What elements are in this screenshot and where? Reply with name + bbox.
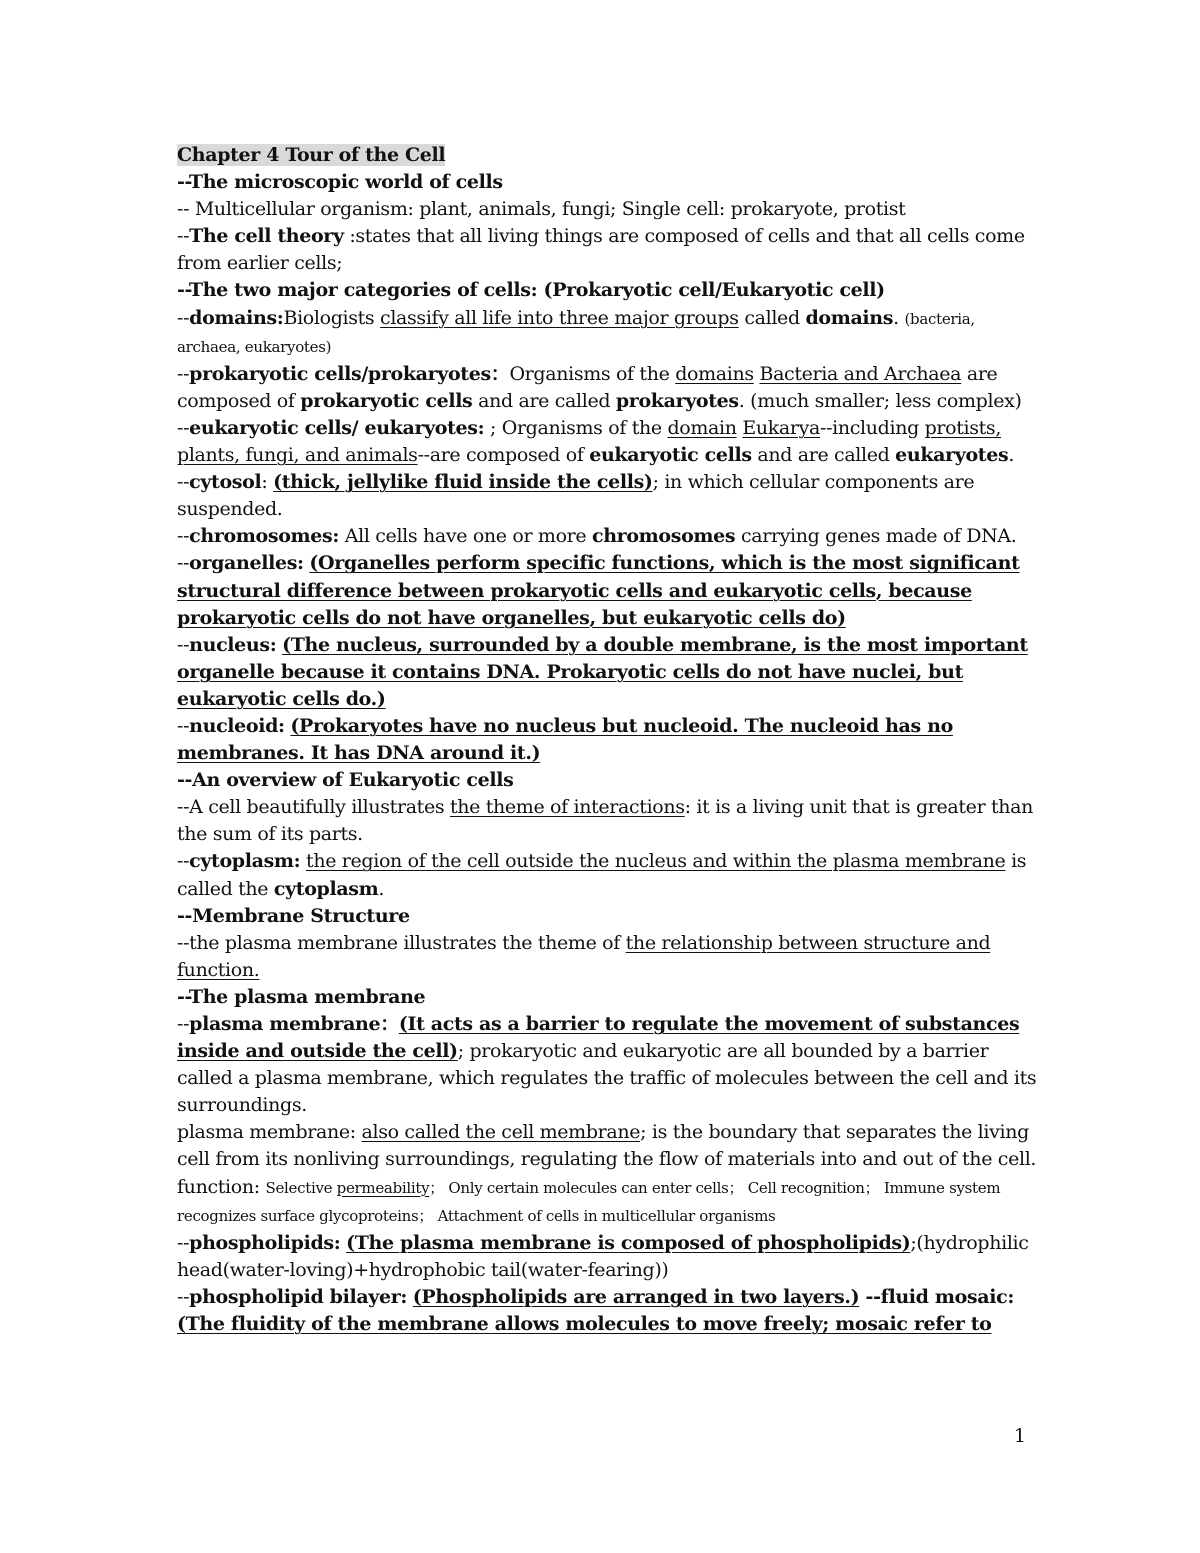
section-heading (177, 169, 1037, 196)
paragraph (177, 1119, 1037, 1229)
text: -- (177, 362, 190, 385)
term: chromosomes: (189, 525, 340, 548)
text: . (much smaller; less complex) (738, 389, 1022, 412)
text: ; prokaryotic and eukaryotic are all bounded by a barrier called a plasma membrane, which regulates the traffic of molecules between the cell and its surroundings. (177, 1040, 1037, 1117)
underlined-text: domain (667, 416, 737, 439)
text: -- (177, 306, 190, 329)
paragraph (177, 1011, 1037, 1119)
paragraph (177, 196, 1037, 223)
term: nucleoid: (189, 714, 285, 737)
term: domains: (189, 306, 284, 329)
text: and are called (472, 389, 616, 412)
underlined-bold-text: (The plasma membrane is composed of phospholipids) (346, 1231, 911, 1254)
notes-body (177, 142, 1037, 1338)
term: organelles: (189, 552, 304, 575)
underlined-text: the region of the cell outside the nucleus and within the plasma membrane (306, 850, 1006, 873)
heading-text: --Membrane Structure (177, 904, 410, 927)
paragraph (177, 632, 1037, 713)
underlined-bold-text: (thick, jellylike fluid inside the cells) (273, 471, 653, 494)
underlined-text: classify all life into three major groups (380, 306, 739, 329)
small-note: (bacteria, archaea, eukaryotes) (177, 309, 975, 356)
term: cytosol (189, 471, 262, 494)
term: chromosomes (591, 525, 736, 548)
term: cytoplasm: (189, 850, 301, 873)
section-heading (177, 984, 1037, 1011)
term: prokaryotic cells (300, 389, 473, 412)
text: -- (177, 525, 190, 548)
small-note: Selective (265, 1178, 337, 1197)
text: -- (177, 225, 190, 248)
text: Organisms of the (509, 362, 676, 385)
text: called (738, 306, 806, 329)
text: -- (177, 1013, 190, 1035)
text: -- (177, 714, 190, 737)
term: fluid mosaic: (880, 1285, 1014, 1308)
chapter-title-line (177, 142, 1037, 169)
underlined-bold-text: (Prokaryotes have no nucleus but nucleoid. The nucleoid has no membranes. It has DNA around it.) (177, 714, 953, 765)
text: ;(hydrophilic head(water-loving)+hydrophobic tail(water-fearing)) (177, 1231, 1029, 1281)
underlined-bold-text: (Phospholipids are arranged in two layers.) (412, 1285, 860, 1308)
term: plasma membrane： (189, 1013, 399, 1035)
text: -- (859, 1285, 881, 1308)
heading-text: --The plasma membrane (177, 985, 426, 1008)
section-heading (177, 277, 1037, 304)
text: -- (177, 1231, 190, 1254)
text: is called the (177, 850, 1027, 900)
text: -- (177, 1285, 190, 1308)
heading-text: --The microscopic world of cells (177, 171, 503, 194)
text: : (261, 471, 274, 494)
underlined-text: also called the cell membrane (361, 1121, 641, 1144)
underlined-bold-text: (It acts as a barrier to regulate the movement of substances inside and outside the cell) (177, 1013, 1020, 1063)
text: :states that all living things are composed of cells and that all cells come from earlier cells; (177, 225, 1025, 275)
section-heading (177, 903, 1037, 930)
paragraph (177, 848, 1037, 902)
text: --A cell beautifully illustrates (177, 796, 450, 819)
underlined-text: domains (675, 362, 754, 385)
text: All cells have one or more (339, 525, 592, 548)
text: plasma membrane: (177, 1121, 362, 1144)
term: eukaryotes (895, 444, 1009, 467)
paragraph (177, 713, 1037, 767)
underlined-small-note: permeability (336, 1178, 430, 1197)
text: : it is a living unit that is greater than the sum of its parts. (177, 796, 1034, 846)
text: -- Multicellular organism: plant, animals, fungi; Single cell: prokaryote, protist (177, 198, 906, 221)
underlined-text: the theme of interactions (449, 796, 685, 819)
chapter-title: Chapter 4 Tour of the Cell (177, 144, 446, 166)
underlined-bold-text: (The nucleus, surrounded by a double membrane, is the most important organelle because it contains DNA. Prokaryotic cells do not have nuclei, but eukaryotic cells do.) (177, 633, 1028, 710)
heading-text: --An overview of Eukaryotic cells (177, 769, 514, 792)
text: --including (820, 416, 925, 439)
paragraph (177, 1284, 1037, 1338)
paragraph (177, 794, 1037, 848)
text: Biologists (283, 306, 381, 329)
text: ; is the boundary that separates the living cell from its nonliving surroundings, regulating the flow of materials into and out of the cell. function: (177, 1121, 1037, 1198)
text: -- (177, 552, 190, 575)
term: nucleus: (189, 633, 277, 656)
text: . (378, 877, 385, 900)
underlined-text: the relationship between structure and function. (177, 931, 991, 981)
text: -- (177, 416, 190, 439)
text: -- (177, 471, 190, 494)
paragraph (177, 469, 1037, 523)
section-heading (177, 767, 1037, 794)
text: . (1008, 444, 1015, 467)
term: The cell theory (189, 225, 344, 248)
term: prokaryotic cells/prokaryotes： (189, 362, 510, 385)
term: cytoplasm (273, 877, 379, 900)
heading-text: --The two major categories of cells: (Prokaryotic cell/Eukaryotic cell) (177, 279, 885, 302)
term: eukaryotic cells (589, 444, 752, 467)
text: and are called (751, 444, 896, 467)
paragraph (177, 305, 1037, 361)
term: domains (805, 306, 894, 329)
text: are composed of (177, 362, 998, 412)
underlined-text: protists, plants, fungi, and animals (177, 416, 1002, 467)
paragraph (177, 930, 1037, 984)
underlined-bold-text: (Organelles perform specific functions, which is the most significant structural difference between prokaryotic cells and eukaryotic cells, because prokaryotic cells do not have organelles, but eukaryotic cells do) (177, 552, 1020, 629)
text: ; Organisms of the (484, 416, 668, 439)
term: phospholipids: (189, 1231, 341, 1254)
page-number: 1 (1013, 1425, 1026, 1447)
paragraph (177, 415, 1037, 469)
paragraph (177, 1230, 1037, 1284)
paragraph (177, 550, 1037, 631)
paragraph (177, 361, 1037, 415)
underlined-text: Bacteria and Archaea (759, 362, 962, 385)
text: --are composed of (417, 444, 590, 467)
term: prokaryotes (615, 389, 739, 412)
underlined-text: Eukarya (742, 416, 820, 439)
paragraph (177, 523, 1037, 550)
small-note: ； Only certain molecules can enter cells； Cell recognition； Immune system recognizes surface glycoproteins； Attachment of cells in multicellular organisms (177, 1178, 1001, 1225)
text: --the plasma membrane illustrates the theme of (177, 931, 626, 954)
text: . (893, 306, 905, 329)
text: ; in which cellular components are suspended. (177, 471, 975, 521)
text: -- (177, 633, 190, 656)
term: phospholipid bilayer: (189, 1285, 408, 1308)
underlined-bold-text: (The fluidity of the membrane allows molecules to move freely; mosaic refer to (177, 1313, 992, 1336)
term: eukaryotic cells/ eukaryotes: (189, 416, 485, 439)
text: -- (177, 850, 190, 873)
paragraph (177, 223, 1037, 277)
text: carrying genes made of DNA. (735, 525, 1017, 548)
